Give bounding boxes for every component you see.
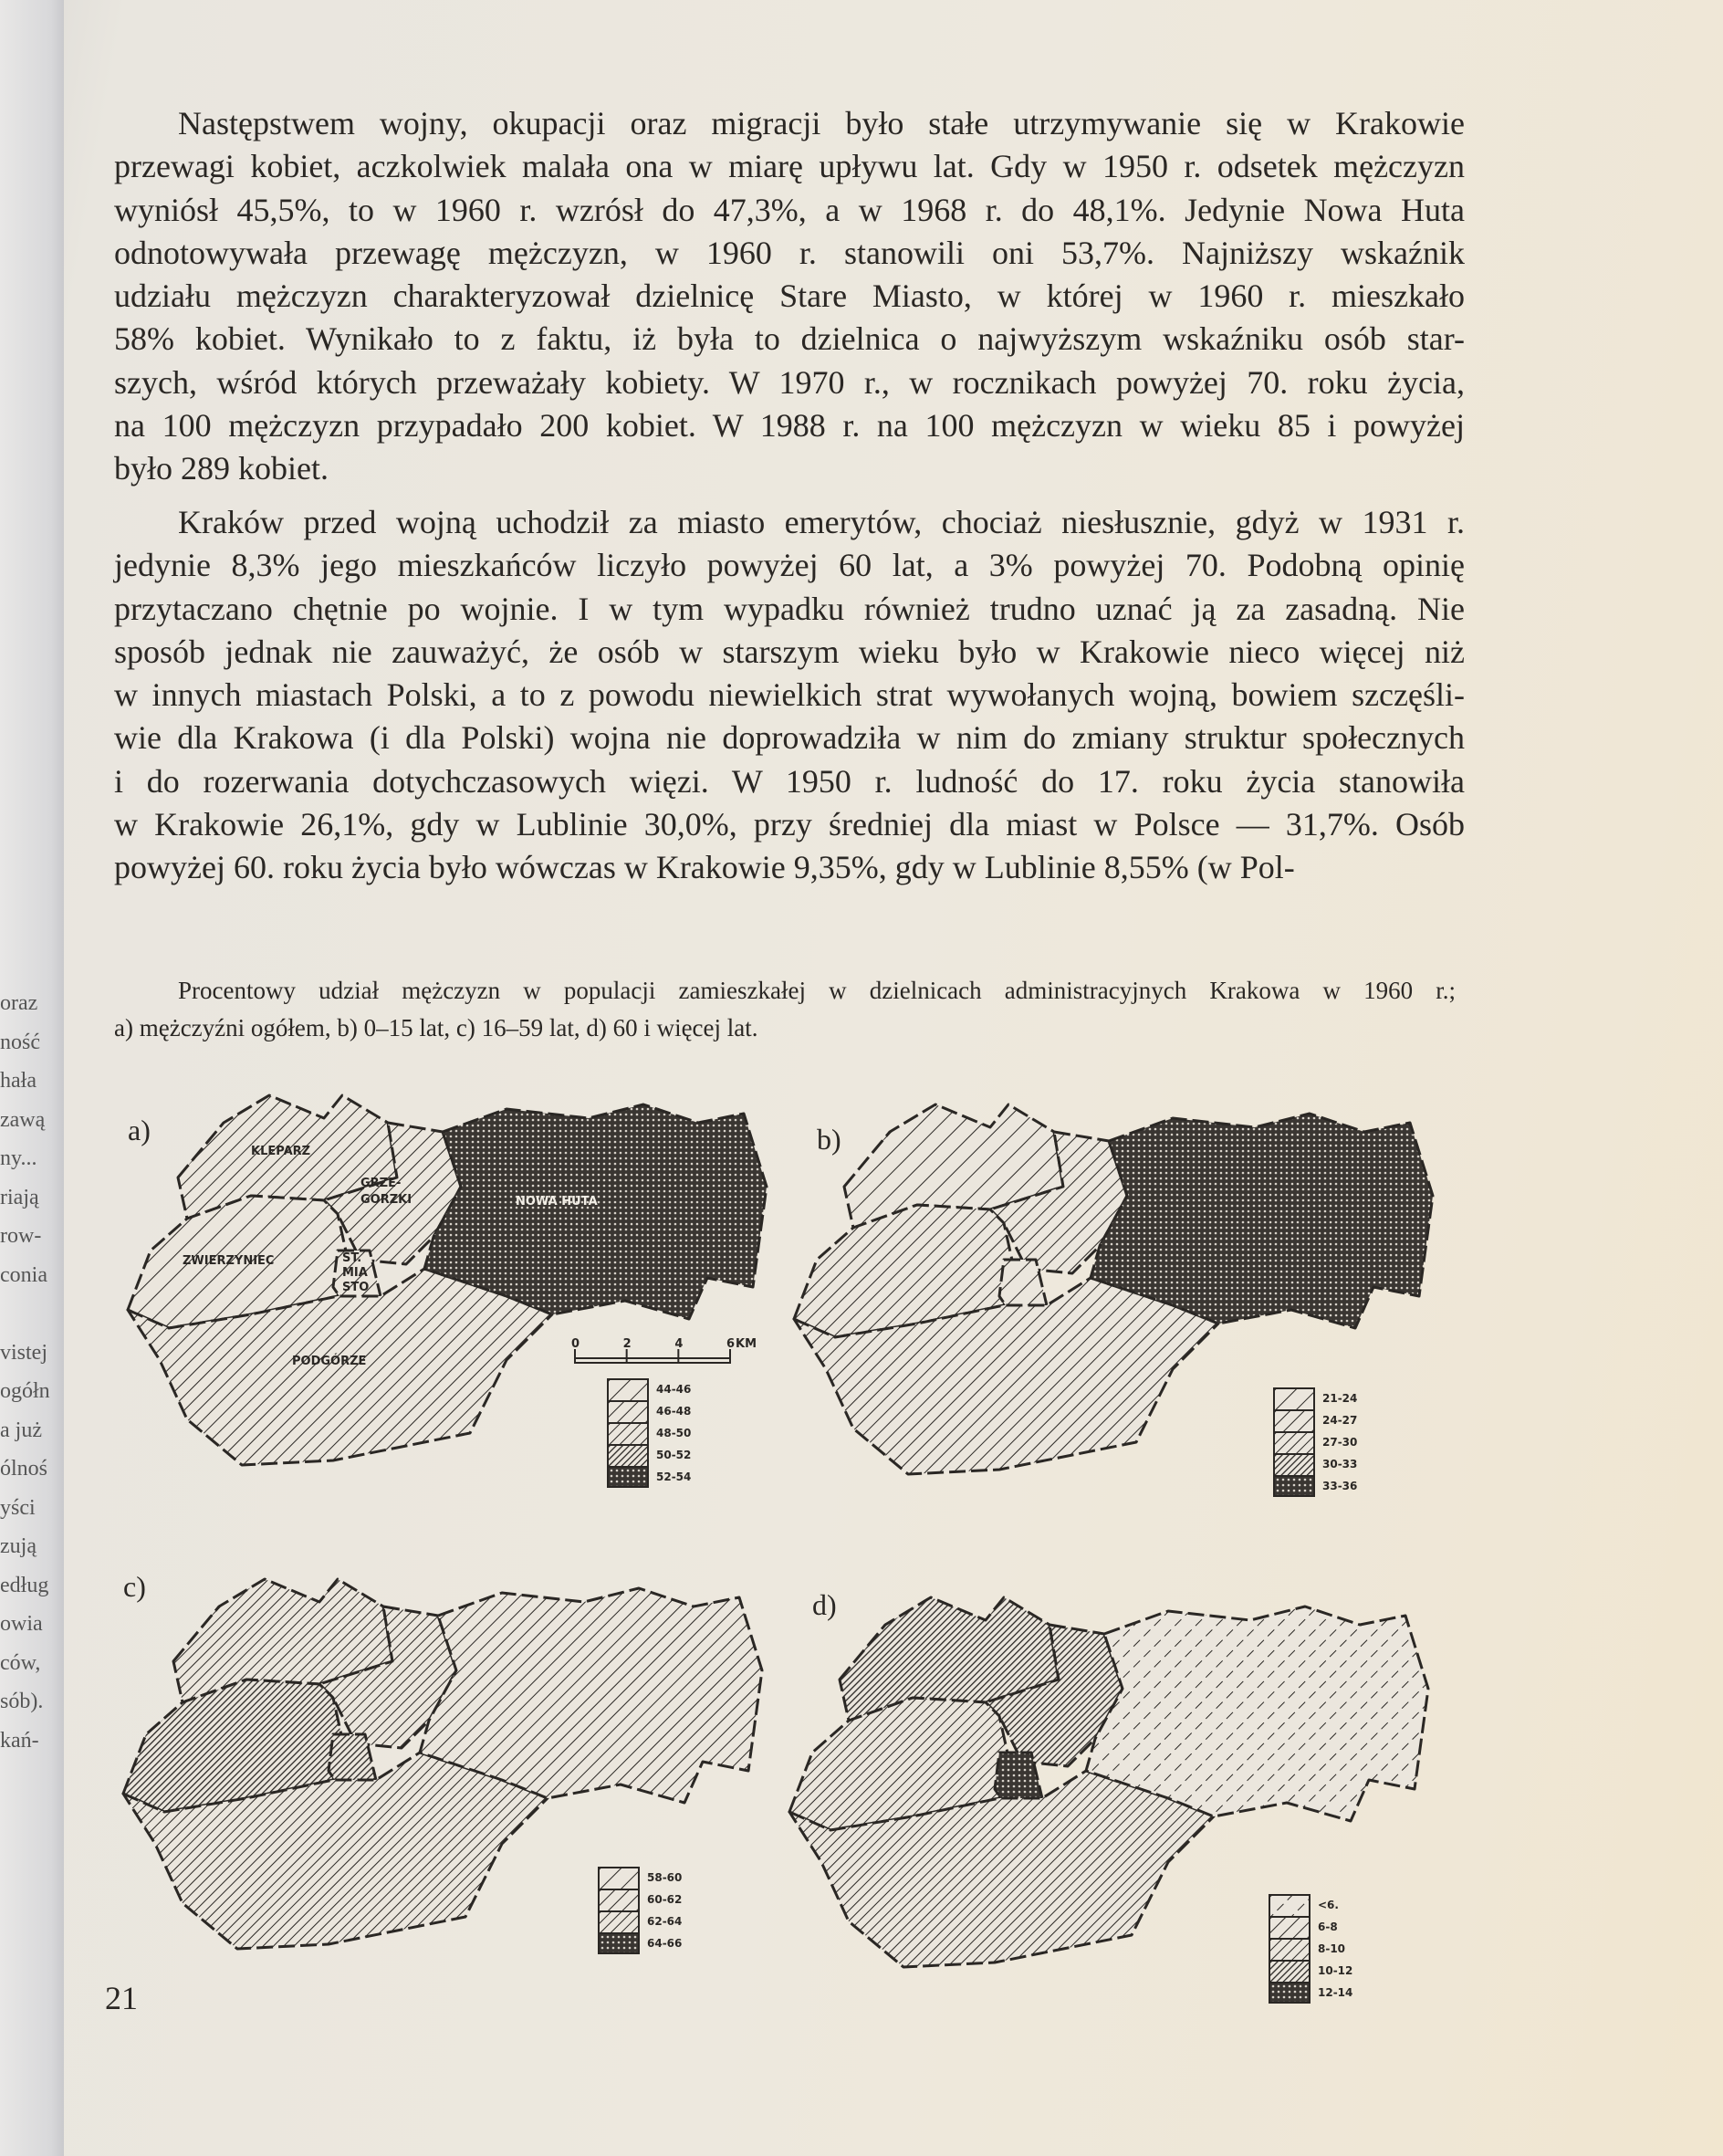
legend-label: 64-66 bbox=[647, 1937, 683, 1950]
paragraph-2 bbox=[114, 501, 1465, 890]
legend-label: 27-30 bbox=[1322, 1436, 1358, 1449]
district-nowa-huta bbox=[424, 1104, 767, 1319]
district-label: STO bbox=[342, 1281, 370, 1294]
district-label: PODGÓRZE bbox=[292, 1355, 367, 1368]
fragment-line: ców, bbox=[0, 1650, 41, 1675]
legend-swatch bbox=[598, 1867, 640, 1889]
legend-swatch bbox=[1273, 1387, 1315, 1409]
legend-label: 60-62 bbox=[647, 1893, 683, 1906]
map-panel-label: d) bbox=[812, 1588, 837, 1621]
scale-tick-label: 0 bbox=[571, 1337, 580, 1351]
fragment-line: kań- bbox=[0, 1728, 39, 1753]
legend-swatch bbox=[1269, 1916, 1311, 1938]
legend-swatch bbox=[607, 1422, 649, 1444]
text-line: sposób jednak nie zauważyć, że osób w starszym wieku było w Krakowie nieco więcej niż bbox=[114, 633, 1465, 670]
legend-swatch bbox=[1273, 1431, 1315, 1453]
text-line: jedynie 8,3% jego mieszkańców liczyło powyżej 60 lat, a 3% powyżej 70. Podobną opinię bbox=[114, 547, 1465, 584]
text-line: 58% kobiet. Wynikało to z faktu, iż była to dzielnica o najwyższym wskaźniku osób star- bbox=[114, 320, 1465, 358]
district-label: NOWA HUTA bbox=[516, 1195, 598, 1209]
legend-swatch bbox=[607, 1400, 649, 1422]
legend-label: 62-64 bbox=[647, 1915, 683, 1928]
text-line: Procentowy udział mężczyzn w populacji zamieszkałej w dzielnicach administracyjnych Krakowa w 1960 r.; bbox=[178, 977, 1456, 1004]
text-line: przewagi kobiet, aczkolwiek malała ona w miarę upływu lat. Gdy w 1950 r. odsetek mężczyzn bbox=[114, 148, 1465, 185]
district-label: GRZE- bbox=[360, 1177, 402, 1190]
legend-item bbox=[607, 1444, 691, 1466]
text-line: udziału mężczyzn charakteryzował dzielnicę Stare Miasto, w której w 1960 r. mieszkało bbox=[114, 277, 1465, 315]
legend-swatch bbox=[1273, 1475, 1315, 1497]
district-nowa-huta bbox=[1086, 1607, 1428, 1821]
legend-swatch bbox=[607, 1444, 649, 1466]
fragment-line: riają bbox=[0, 1185, 39, 1209]
legend-item bbox=[607, 1400, 691, 1422]
map-panel-label: b) bbox=[817, 1123, 841, 1156]
legend-item bbox=[598, 1932, 682, 1954]
body-text bbox=[114, 102, 1465, 890]
fragment-line: oraz bbox=[0, 991, 38, 1015]
legend-label: 10-12 bbox=[1318, 1964, 1353, 1977]
scale-tick-label: 2 bbox=[622, 1337, 632, 1351]
legend-item bbox=[607, 1466, 691, 1488]
legend-swatch bbox=[1273, 1453, 1315, 1475]
district-label: ST. bbox=[342, 1251, 362, 1265]
text-line: i do rozerwania dotychczasowych więzi. W 1950 r. ludność do 17. roku życia stanowiła bbox=[114, 762, 1465, 800]
paragraph-1 bbox=[114, 102, 1465, 490]
page-number: 21 bbox=[105, 1980, 138, 2016]
legend-item bbox=[607, 1422, 691, 1444]
fragment-line: vistej bbox=[0, 1340, 47, 1365]
legend-item bbox=[598, 1910, 682, 1932]
fragment-line: zawą bbox=[0, 1107, 46, 1132]
legend-item bbox=[607, 1378, 691, 1400]
fragment-line: sób). bbox=[0, 1690, 44, 1713]
legend-item bbox=[1269, 1916, 1352, 1938]
district-label: GORZKI bbox=[360, 1193, 412, 1207]
text-line: a) mężczyźni ogółem, b) 0–15 lat, c) 16–59 lat, d) 60 i więcej lat. bbox=[114, 1014, 758, 1041]
district-label: KLEPARZ bbox=[251, 1145, 311, 1158]
legend-label: 30-33 bbox=[1322, 1458, 1358, 1470]
legend-item bbox=[1269, 1938, 1352, 1960]
legend-item bbox=[1269, 1982, 1352, 2004]
legend-swatch bbox=[607, 1378, 649, 1400]
district-nowa-huta bbox=[420, 1588, 762, 1803]
scale-unit: KM bbox=[736, 1337, 757, 1351]
legend-item bbox=[1273, 1453, 1357, 1475]
legend-item bbox=[1269, 1960, 1352, 1982]
map-legend bbox=[598, 1867, 682, 1954]
fragment-line bbox=[0, 1294, 55, 1334]
text-line: powyżej 60. roku życia było wówczas w Krakowie 9,35%, gdy w Lublinie 8,55% (w Pol- bbox=[114, 849, 1295, 886]
fragment-line: ność bbox=[0, 1030, 40, 1054]
district-map-c bbox=[110, 1552, 776, 1981]
map-legend bbox=[1269, 1894, 1352, 2004]
fragment-line: zują bbox=[0, 1534, 37, 1558]
map-panel-label: c) bbox=[123, 1570, 146, 1603]
legend-item bbox=[598, 1889, 682, 1910]
text-line: na 100 mężczyzn przypadało 200 kobiet. W 1988 r. na 100 mężczyzn w wieku 85 i powyżej bbox=[114, 407, 1465, 445]
fragment-line: yści bbox=[0, 1495, 36, 1520]
map-legend bbox=[1273, 1387, 1357, 1497]
legend-swatch bbox=[607, 1466, 649, 1488]
legend-swatch bbox=[1269, 1982, 1311, 2004]
legend-label: 24-27 bbox=[1322, 1414, 1358, 1427]
district-label: MIA bbox=[342, 1266, 368, 1280]
legend-swatch bbox=[1269, 1960, 1311, 1982]
legend-label: 46-48 bbox=[656, 1405, 692, 1418]
legend-swatch bbox=[598, 1932, 640, 1954]
text-line: Kraków przed wojną uchodził za miasto emerytów, chociaż niesłusznie, gdyż w 1931 r. bbox=[178, 504, 1465, 540]
fragment-line: a już bbox=[0, 1418, 42, 1442]
map-panel-label: a) bbox=[128, 1114, 151, 1146]
text-line: przytaczano chętnie po wojnie. I w tym wypadku również trudno uznać ją za zasadną. Nie bbox=[114, 590, 1465, 627]
text-line: Następstwem wojny, okupacji oraz migracji było stałe utrzymywanie się w Krakowie bbox=[178, 105, 1465, 141]
district-nowa-huta bbox=[1091, 1114, 1433, 1328]
legend-item bbox=[1273, 1431, 1357, 1453]
legend-swatch bbox=[1273, 1409, 1315, 1431]
text-line: było 289 kobiet. bbox=[114, 450, 329, 487]
legend-label: 44-46 bbox=[656, 1383, 692, 1396]
fragment-line: row- bbox=[0, 1224, 42, 1248]
legend-swatch bbox=[1269, 1894, 1311, 1916]
district-label: ZWIERZYNIEC bbox=[183, 1254, 275, 1268]
text-line: szych, wśród których przeważały kobiety. W 1970 r., w rocznikach powyżej 70. roku życia, bbox=[114, 363, 1465, 401]
scale-tick-label: 6 bbox=[726, 1337, 736, 1351]
text-line: w Krakowie 26,1%, gdy w Lublinie 30,0%, przy średniej dla miast w Polsce — 31,7%. Osób bbox=[114, 806, 1465, 843]
legend-item bbox=[1269, 1894, 1352, 1916]
legend-label: 48-50 bbox=[656, 1427, 692, 1439]
scale-tick-label: 4 bbox=[674, 1337, 684, 1351]
fragment-line: hała bbox=[0, 1069, 37, 1093]
legend-label: 52-54 bbox=[656, 1470, 692, 1483]
figure-caption bbox=[114, 972, 1456, 1047]
fragment-line: ny... bbox=[0, 1146, 37, 1170]
legend-label: 21-24 bbox=[1322, 1392, 1358, 1405]
legend-swatch bbox=[598, 1889, 640, 1910]
legend-label: <6. bbox=[1318, 1899, 1339, 1911]
district-map-d bbox=[776, 1570, 1442, 1999]
map-legend bbox=[607, 1378, 691, 1488]
fragment-line: owia bbox=[0, 1612, 43, 1636]
district-map-b bbox=[780, 1077, 1446, 1506]
text-line: wie dla Krakowa (i dla Polski) wojna nie doprowadziła w nim do zmiany struktur społecznych bbox=[114, 719, 1465, 757]
fragment-line: ogółn bbox=[0, 1379, 50, 1403]
scale-bar bbox=[571, 1337, 757, 1363]
legend-swatch bbox=[1269, 1938, 1311, 1960]
fragment-line: edług bbox=[0, 1573, 49, 1597]
adjacent-page-text bbox=[0, 984, 55, 1760]
legend-label: 12-14 bbox=[1318, 1986, 1353, 1999]
fragment-line: ólnoś bbox=[0, 1457, 48, 1481]
text-line: wyniósł 45,5%, to w 1960 r. wzrósł do 47,3%, a w 1968 r. do 48,1%. Jedynie Nowa Huta bbox=[114, 191, 1465, 228]
district-map-a bbox=[114, 1068, 780, 1497]
text-line: w innych miastach Polski, a to z powodu niewielkich strat wywołanych wojną, bowiem szczęśli- bbox=[114, 676, 1465, 714]
legend-label: 8-10 bbox=[1318, 1942, 1346, 1955]
legend-item bbox=[1273, 1409, 1357, 1431]
legend-label: 50-52 bbox=[656, 1449, 692, 1461]
legend-swatch bbox=[598, 1910, 640, 1932]
legend-item bbox=[598, 1867, 682, 1889]
legend-label: 6-8 bbox=[1318, 1921, 1338, 1933]
legend-item bbox=[1273, 1475, 1357, 1497]
fragment-line: conia bbox=[0, 1262, 47, 1287]
text-line: odnotowywała przewagę mężczyzn, w 1960 r. stanowili oni 53,7%. Najniższy wskaźnik bbox=[114, 234, 1465, 271]
legend-label: 33-36 bbox=[1322, 1480, 1358, 1492]
legend-item bbox=[1273, 1387, 1357, 1409]
legend-label: 58-60 bbox=[647, 1871, 683, 1884]
